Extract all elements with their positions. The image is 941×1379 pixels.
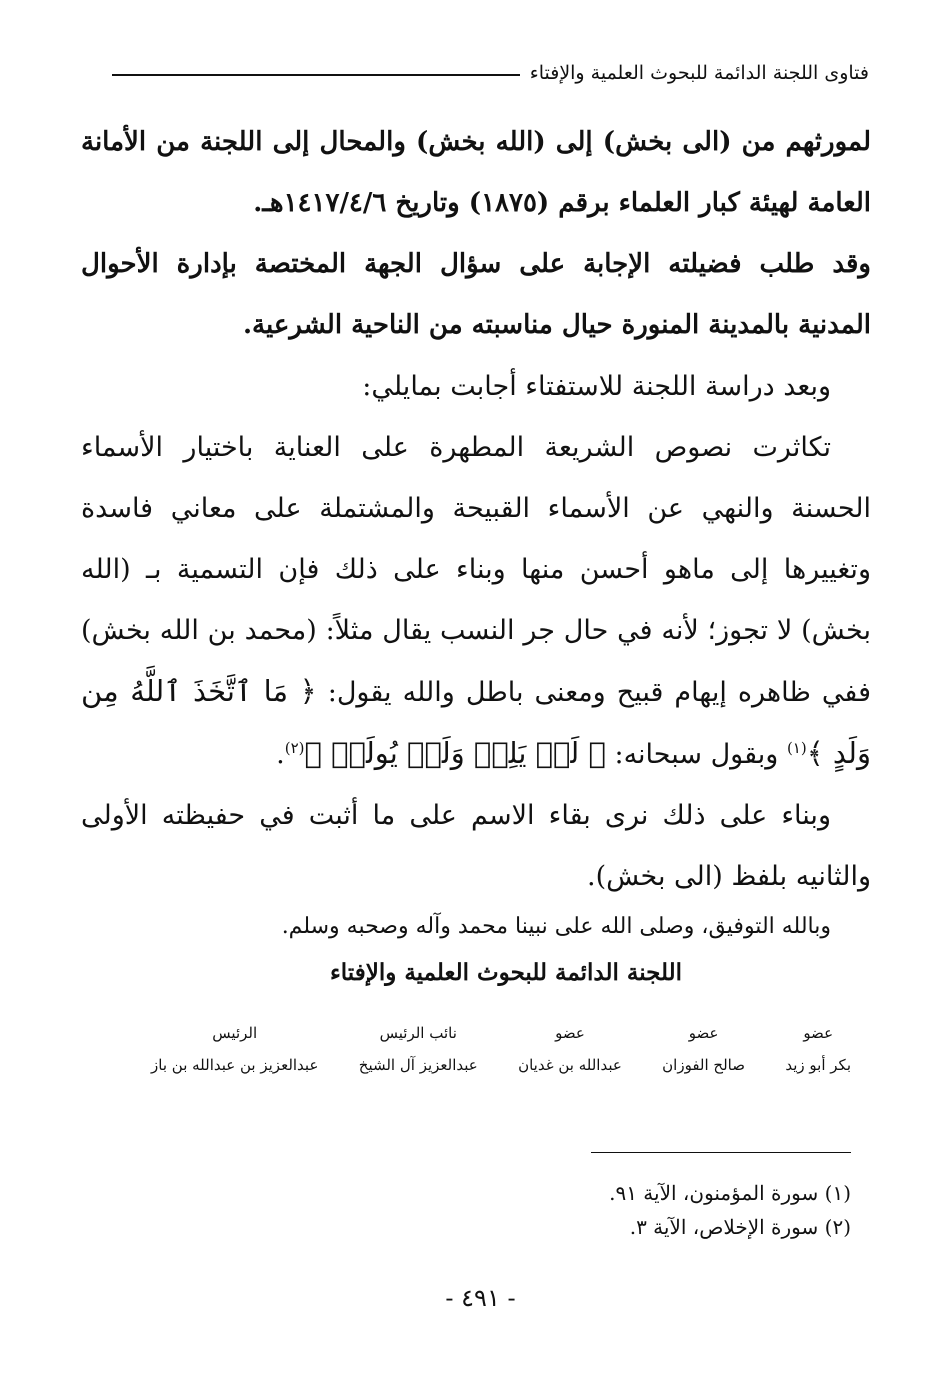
paragraph-1: لمورثهم من (الى بخش) إلى (الله بخش) والمحال إلى اللجنة من الأمانة العامة لهيئة كبار العلماء برقم (١٨٧٥) وتاريخ ١٤١٧/٤/٦هـ. <box>81 127 871 218</box>
signatory-name: صالح الفوزان <box>662 1056 745 1074</box>
signatory-name: عبدالعزيز آل الشيخ <box>358 1056 478 1074</box>
paragraph-4-end: . <box>276 739 285 770</box>
signatures <box>151 1020 851 1090</box>
signatory-name: عبدالعزيز بن عبدالله بن باز <box>151 1056 319 1074</box>
running-title: فتاوى اللجنة الدائمة للبحوث العلمية والإفتاء <box>529 62 869 84</box>
signatory <box>662 1020 745 1090</box>
footnote-ref-2: (٢) <box>284 739 305 757</box>
footnote-1: (١) سورة المؤمنون، الآية ٩١. <box>609 1181 851 1205</box>
footnote-ref-1: (١) <box>786 739 807 757</box>
running-header <box>112 58 869 88</box>
paragraph-4-mid: وبقول سبحانه: <box>614 739 779 770</box>
signatory-name: بكر أبو زيد <box>785 1056 851 1074</box>
signatory-role: نائب الرئيس <box>379 1024 457 1042</box>
paragraph-4-text: تكاثرت نصوص الشريعة المطهرة على العناية باختيار الأسماء الحسنة والنهي عن الأسماء القبيحة والمشتملة على معاني فاسدة وتغييرها إلى ماهو أحسن منها وبناء على ذلك فإن التسمية بـ (الله بخش) لا تجوز؛ لأنه في حال جر النسب يقال مثلاً: (محمد بن الله بخش) ففي ظاهره إيهام قبيح ومعنى باطل والله يقول: <box>81 432 871 708</box>
closing-line: وبالله التوفيق، وصلى الله على نبينا محمد وآله وصحبه وسلم. <box>281 914 831 939</box>
signatory <box>785 1020 851 1090</box>
header-rule <box>112 74 520 76</box>
fatwa-body <box>81 112 871 995</box>
paragraph-5: وبناء على ذلك نرى بقاء الاسم على ما أثبت في حفيظته الأولى والثانيه بلفظ (الى بخش). <box>81 800 871 892</box>
committee-name: اللجنة الدائمة للبحوث العلمية والإفتاء <box>329 959 683 986</box>
signatory-name: عبدالله بن غديان <box>518 1056 622 1074</box>
paragraph-3: وبعد دراسة اللجنة للاستفتاء أجابت بمايلي: <box>362 371 831 402</box>
signatory <box>518 1020 622 1090</box>
footnote-2: (٢) سورة الإخلاص، الآية ٣. <box>629 1215 851 1239</box>
page-number: - ٤٩١ - <box>445 1284 516 1312</box>
signatory-role: عضو <box>803 1024 834 1042</box>
paragraph-2: وقد طلب فضيلته الإجابة على سؤال الجهة المختصة بإدارة الأحوال المدنية بالمدينة المنورة حيال مناسبته من الناحية الشرعية. <box>81 249 871 340</box>
paragraph-4 <box>81 417 871 785</box>
signatory <box>151 1020 318 1090</box>
signatory-role: الرئيس <box>212 1024 258 1042</box>
signatory-role: عضو <box>688 1024 719 1042</box>
footnotes <box>351 1176 851 1244</box>
quran-verse-1: ﴿ مَا ٱتَّخَذَ ٱللَّهُ مِن وَلَدٍ ﴾ <box>81 674 871 770</box>
footnote-separator <box>591 1152 851 1153</box>
signatory-role: عضو <box>555 1024 585 1042</box>
signatory <box>359 1020 478 1090</box>
quran-verse-2: ﴿ لَمۡ يَلِدۡ وَلَمۡ يُولَدۡ ﴾ <box>304 736 606 770</box>
